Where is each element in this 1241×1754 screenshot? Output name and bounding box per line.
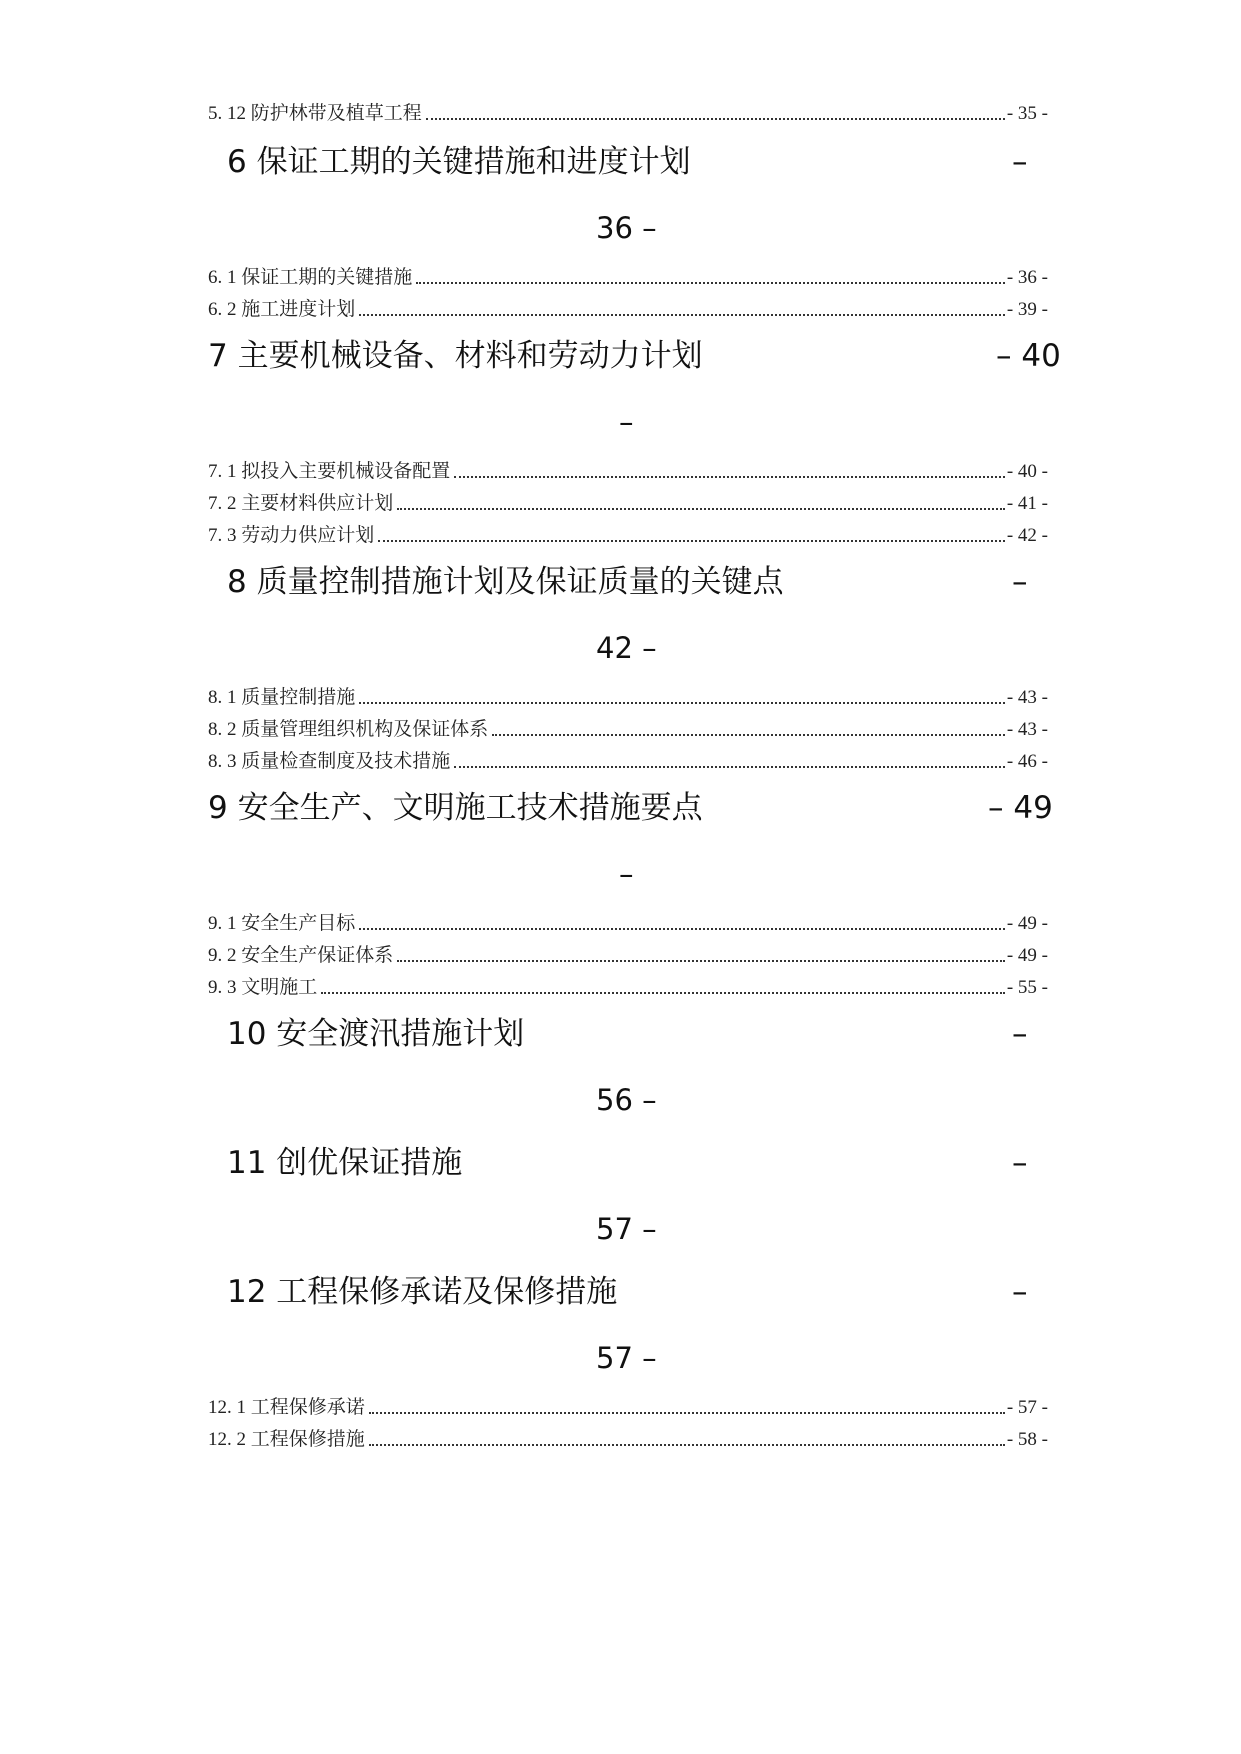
dot-leader xyxy=(359,701,1005,704)
chapter-8-dash: – xyxy=(1012,564,1028,600)
chapter-12-dash: – xyxy=(1012,1274,1028,1310)
chapter-6-title[interactable]: 6 保证工期的关键措施和进度计划 xyxy=(227,144,691,180)
dot-leader xyxy=(359,927,1005,930)
dot-leader xyxy=(397,959,1005,962)
toc-entry-9-2[interactable] xyxy=(208,940,1048,968)
toc-entry-label: 12. 2 工程保修措施 xyxy=(208,1429,365,1450)
toc-entry-label: 8. 2 质量管理组织机构及保证体系 xyxy=(208,719,489,740)
dot-leader xyxy=(454,475,1005,478)
dot-leader xyxy=(454,765,1005,768)
toc-entry-page: - 46 - xyxy=(1006,751,1048,772)
chapter-11-page: 57 – xyxy=(596,1212,657,1246)
dot-leader xyxy=(369,1411,1005,1414)
chapter-10-page: 56 – xyxy=(596,1083,657,1117)
toc-entry-5-12[interactable] xyxy=(208,98,1048,126)
toc-entry-label: 9. 1 安全生产目标 xyxy=(208,913,356,934)
toc-entry-12-1[interactable] xyxy=(208,1392,1048,1420)
toc-entry-page: - 41 - xyxy=(1006,493,1048,514)
dot-leader xyxy=(397,507,1005,510)
toc-entry-page: - 43 - xyxy=(1006,719,1048,740)
toc-entry-page: - 49 - xyxy=(1006,945,1048,966)
toc-entry-label: 7. 3 劳动力供应计划 xyxy=(208,525,375,546)
chapter-9-title[interactable]: 9 安全生产、文明施工技术措施要点 xyxy=(208,790,703,826)
toc-entry-page: - 36 - xyxy=(1006,267,1048,288)
chapter-7-dash: – 40 xyxy=(996,338,1061,374)
chapter-7-title[interactable]: 7 主要机械设备、材料和劳动力计划 xyxy=(208,338,703,374)
toc-entry-label: 6. 1 保证工期的关键措施 xyxy=(208,267,413,288)
dot-leader xyxy=(321,991,1005,994)
chapter-6-page: 36 – xyxy=(596,211,657,245)
dot-leader xyxy=(416,281,1005,284)
dot-leader xyxy=(378,539,1005,542)
toc-entry-page: - 49 - xyxy=(1006,913,1048,934)
toc-entry-page: - 55 - xyxy=(1006,977,1048,998)
toc-entry-page: - 58 - xyxy=(1006,1429,1048,1450)
toc-entry-label: 9. 3 文明施工 xyxy=(208,977,318,998)
toc-entry-label: 9. 2 安全生产保证体系 xyxy=(208,945,394,966)
dot-leader xyxy=(426,117,1005,120)
chapter-10-title[interactable]: 10 安全渡汛措施计划 xyxy=(227,1016,525,1052)
toc-entry-page: - 43 - xyxy=(1006,687,1048,708)
toc-entry-label: 8. 3 质量检查制度及技术措施 xyxy=(208,751,451,772)
chapter-11-title[interactable]: 11 创优保证措施 xyxy=(227,1145,463,1181)
toc-entry-6-2[interactable] xyxy=(208,294,1048,322)
toc-entry-8-1[interactable] xyxy=(208,682,1048,710)
toc-entry-label: 12. 1 工程保修承诺 xyxy=(208,1397,365,1418)
chapter-12-title[interactable]: 12 工程保修承诺及保修措施 xyxy=(227,1274,618,1310)
chapter-8-title[interactable]: 8 质量控制措施计划及保证质量的关键点 xyxy=(227,564,784,600)
toc-entry-label: 6. 2 施工进度计划 xyxy=(208,299,356,320)
toc-entry-9-3[interactable] xyxy=(208,972,1048,1000)
chapter-6-dash: – xyxy=(1012,144,1028,180)
toc-entry-7-1[interactable] xyxy=(208,456,1048,484)
toc-entry-8-2[interactable] xyxy=(208,714,1048,742)
toc-entry-label: 7. 2 主要材料供应计划 xyxy=(208,493,394,514)
chapter-9-page: – xyxy=(619,857,634,891)
toc-entry-6-1[interactable] xyxy=(208,262,1048,290)
toc-entry-label: 5. 12 防护林带及植草工程 xyxy=(208,103,422,124)
toc-entry-page: - 35 - xyxy=(1006,103,1048,124)
toc-entry-page: - 42 - xyxy=(1006,525,1048,546)
dot-leader xyxy=(369,1443,1005,1446)
chapter-12-page: 57 – xyxy=(596,1341,657,1375)
toc-entry-label: 8. 1 质量控制措施 xyxy=(208,687,356,708)
toc-entry-7-2[interactable] xyxy=(208,488,1048,516)
toc-entry-label: 7. 1 拟投入主要机械设备配置 xyxy=(208,461,451,482)
chapter-7-page: – xyxy=(619,405,634,439)
toc-entry-page: - 39 - xyxy=(1006,299,1048,320)
chapter-10-dash: – xyxy=(1012,1016,1028,1052)
chapter-8-page: 42 – xyxy=(596,631,657,665)
toc-entry-9-1[interactable] xyxy=(208,908,1048,936)
toc-entry-page: - 40 - xyxy=(1006,461,1048,482)
toc-entry-page: - 57 - xyxy=(1006,1397,1048,1418)
chapter-11-dash: – xyxy=(1012,1145,1028,1181)
dot-leader xyxy=(492,733,1005,736)
toc-entry-8-3[interactable] xyxy=(208,746,1048,774)
dot-leader xyxy=(359,313,1005,316)
toc-entry-12-2[interactable] xyxy=(208,1424,1048,1452)
toc-entry-7-3[interactable] xyxy=(208,520,1048,548)
chapter-9-dash: – 49 xyxy=(988,790,1053,826)
